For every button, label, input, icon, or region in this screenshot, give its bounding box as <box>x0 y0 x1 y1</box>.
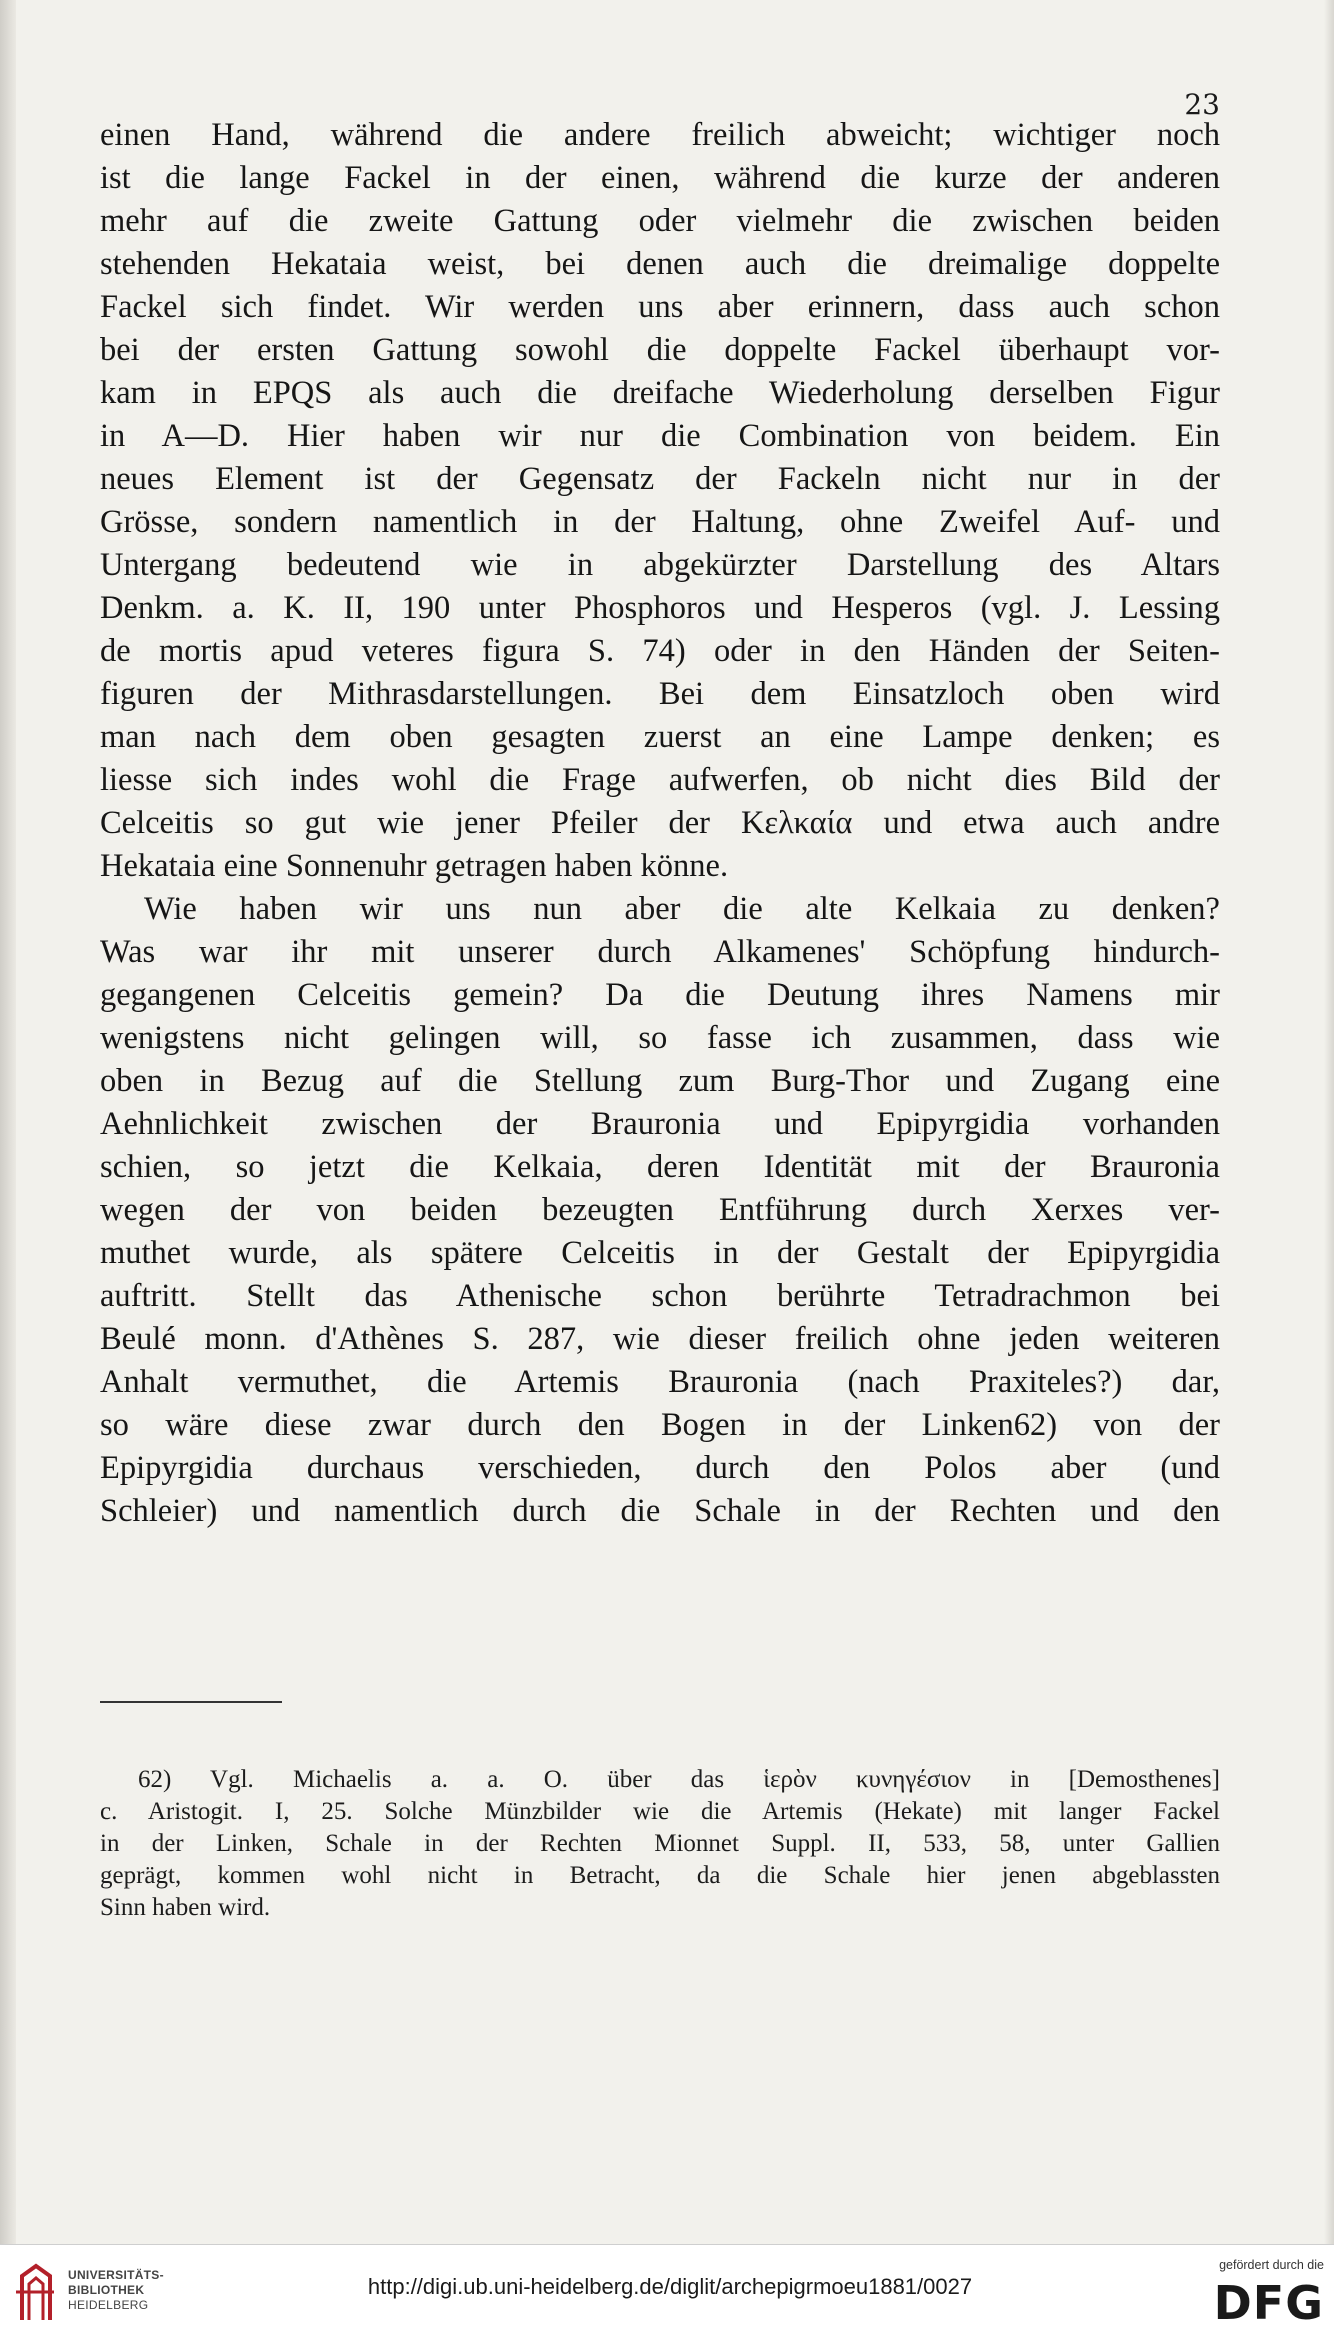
page-edge-shadow-right <box>1324 0 1334 2244</box>
text-line: Anhalt vermuthet, die Artemis Brauronia (nach Praxiteles?) dar, <box>100 1364 1220 1400</box>
university-library-logo-icon <box>14 2262 56 2322</box>
text-line: wegen der von beiden bezeugten Entführung durch Xerxes ver- <box>100 1192 1220 1228</box>
text-line: stehenden Hekataia weist, bei denen auch die dreimalige doppelte <box>100 246 1220 282</box>
text-line: Wie haben wir uns nun aber die alte Kelkaia zu denken? <box>144 891 1220 927</box>
text-line: auftritt. Stellt das Athenische schon berührte Tetradrachmon bei <box>100 1278 1220 1314</box>
text-line: Celceitis so gut wie jener Pfeiler der Κελκαία und etwa auch andre <box>100 805 1220 841</box>
text-line: so wäre diese zwar durch den Bogen in der Linken62) von der <box>100 1407 1220 1443</box>
text-line: kam in EPQS als auch die dreifache Wiederholung derselben Figur <box>100 375 1220 411</box>
footnote-line: geprägt, kommen wohl nicht in Betracht, da die Schale hier jenen abgeblassten <box>100 1862 1220 1889</box>
library-name-line: HEIDELBERG <box>68 2298 149 2312</box>
text-line: neues Element ist der Gegensatz der Fackeln nicht nur in der <box>100 461 1220 497</box>
page-edge-shadow-left <box>0 0 16 2244</box>
text-line: mehr auf die zweite Gattung oder vielmehr die zwischen beiden <box>100 203 1220 239</box>
permalink-url[interactable]: http://digi.ub.uni-heidelberg.de/diglit/archepigrmoeu1881/0027 <box>367 2274 973 2299</box>
text-line: gegangenen Celceitis gemein? Da die Deutung ihres Namens mir <box>100 977 1220 1013</box>
text-line: ist die lange Fackel in der einen, während die kurze der anderen <box>100 160 1220 196</box>
footnote-line: 62) Vgl. Michaelis a. a. O. über das ἱερὸν κυνηγέσιον in [Demosthenes] <box>138 1766 1220 1793</box>
text-line: Hekataia eine Sonnenuhr getragen haben könne. <box>100 848 729 884</box>
text-line: schien, so jetzt die Kelkaia, deren Identität mit der Brauronia <box>100 1149 1220 1185</box>
text-line: muthet wurde, als spätere Celceitis in der Gestalt der Epipyrgidia <box>100 1235 1220 1271</box>
dfg-logo: DFG <box>1213 2276 1324 2330</box>
text-line: wenigstens nicht gelingen will, so fasse ich zusammen, dass wie <box>100 1020 1220 1056</box>
text-line: figuren der Mithrasdarstellungen. Bei dem Einsatzloch oben wird <box>100 676 1220 712</box>
text-line: einen Hand, während die andere freilich abweicht; wichtiger noch <box>100 117 1220 153</box>
text-line: Aehnlichkeit zwischen der Brauronia und Epipyrgidia vorhanden <box>100 1106 1220 1142</box>
footnote-line: c. Aristogit. I, 25. Solche Münzbilder wie die Artemis (Hekate) mit langer Fackel <box>100 1798 1220 1825</box>
text-line: Epipyrgidia durchaus verschieden, durch den Polos aber (und <box>100 1450 1220 1486</box>
page-number: 23 <box>1184 88 1220 121</box>
text-line: de mortis apud veteres figura S. 74) oder in den Händen der Seiten- <box>100 633 1220 669</box>
text-line: Untergang bedeutend wie in abgekürzter Darstellung des Altars <box>100 547 1220 583</box>
funding-caption: gefördert durch die <box>1219 2258 1324 2272</box>
text-line: in A—D. Hier haben wir nur die Combination von beidem. Ein <box>100 418 1220 454</box>
text-line: Denkm. a. K. II, 190 unter Phosphoros und Hesperos (vgl. J. Lessing <box>100 590 1220 626</box>
text-line: Schleier) und namentlich durch die Schale in der Rechten und den <box>100 1493 1220 1529</box>
text-line: Beulé monn. d'Athènes S. 287, wie dieser freilich ohne jeden weiteren <box>100 1321 1220 1357</box>
library-name-line: BIBLIOTHEK <box>68 2283 145 2297</box>
text-line: Grösse, sondern namentlich in der Haltung, ohne Zweifel Auf- und <box>100 504 1220 540</box>
footnote-line: Sinn haben wird. <box>100 1894 271 1921</box>
text-line: bei der ersten Gattung sowohl die doppelte Fackel überhaupt vor- <box>100 332 1220 368</box>
footnote-rule <box>100 1701 282 1703</box>
text-line: Fackel sich findet. Wir werden uns aber erinnern, dass auch schon <box>100 289 1220 325</box>
library-name-line: UNIVERSITÄTS- <box>68 2268 164 2282</box>
text-line: man nach dem oben gesagten zuerst an eine Lampe denken; es <box>100 719 1220 755</box>
footnote-line: in der Linken, Schale in der Rechten Mionnet Suppl. II, 533, 58, unter Gallien <box>100 1830 1220 1857</box>
text-line: Was war ihr mit unserer durch Alkamenes' Schöpfung hindurch- <box>100 934 1220 970</box>
text-line: oben in Bezug auf die Stellung zum Burg-Thor und Zugang eine <box>100 1063 1220 1099</box>
text-line: liesse sich indes wohl die Frage aufwerfen, ob nicht dies Bild der <box>100 762 1220 798</box>
